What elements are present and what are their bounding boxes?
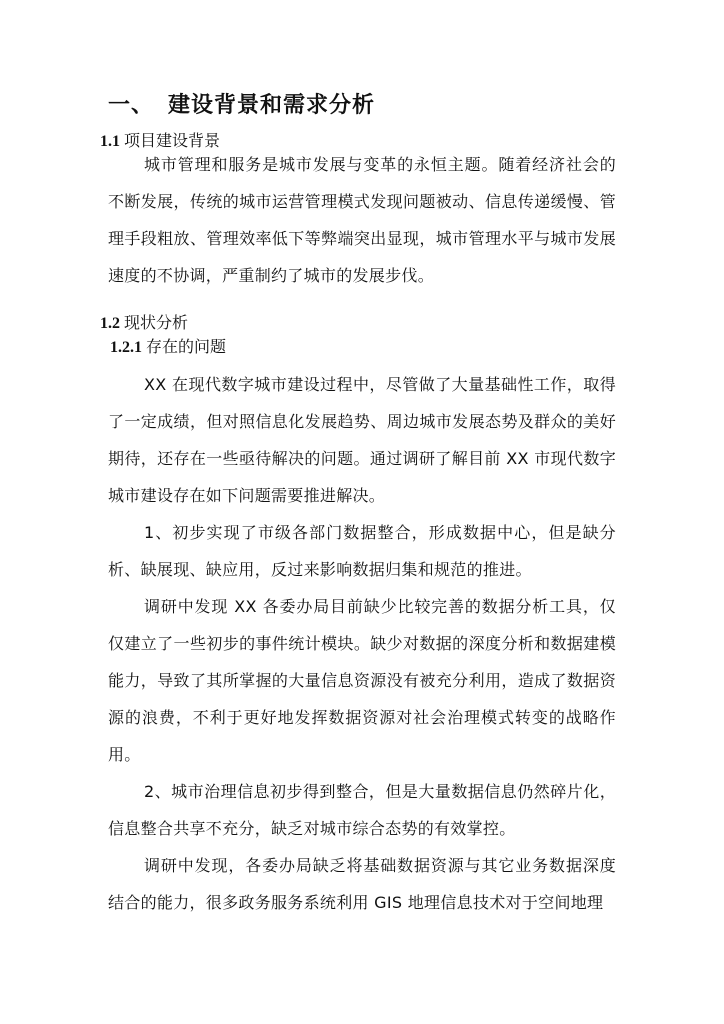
chapter-heading	[108, 88, 375, 119]
paragraph-problems-intro: XX 在现代数字城市建设过程中，尽管做了大量基础性工作，取得了一定成绩，但对照信息化发展趋势、周边城市发展态势及群众的美好期待，还存在一些亟待解决的问题。通过调研了解目前 XX 市现代数字城市建设存在如下问题需要推进解决。	[108, 375, 616, 505]
section-number: 1.2	[100, 315, 120, 332]
chapter-number: 一、	[108, 93, 155, 118]
paragraph-point-1-detail: 调研中发现 XX 各委办局目前缺少比较完善的数据分析工具，仅仅建立了一些初步的事件统计模块。缺少对数据的深度分析和数据建模能力，导致了其所掌握的大量信息资源没有被充分利用，造成了数据资源的浪费，不利于更好地发挥数据资源对社会治理模式转变的战略作用。	[108, 597, 616, 764]
subsection-title: 存在的问题	[146, 337, 227, 356]
paragraph-background: 城市管理和服务是城市发展与变革的永恒主题。随着经济社会的不断发展，传统的城市运营管理模式发现问题被动、信息传递缓慢、管理手段粗放、管理效率低下等弊端突出显现，城市管理水平与城市发展速度的不协调，严重制约了城市的发展步伐。	[108, 155, 616, 285]
section-title: 项目建设背景	[124, 131, 221, 150]
subsection-heading-1-2-1	[110, 334, 226, 357]
section-number: 1.1	[100, 133, 120, 150]
subsection-number: 1.2.1	[110, 339, 142, 356]
section-heading-1-2	[100, 310, 188, 333]
paragraph-point-2: 2、城市治理信息初步得到整合，但是大量数据信息仍然碎片化，信息整合共享不充分，缺乏对城市综合态势的有效掌控。	[108, 782, 616, 838]
paragraph-point-2-detail: 调研中发现，各委办局缺乏将基础数据资源与其它业务数据深度结合的能力，很多政务服务系统利用 GIS 地理信息技术对于空间地理	[108, 856, 616, 912]
chapter-title: 建设背景和需求分析	[168, 93, 376, 118]
paragraph-point-1: 1、初步实现了市级各部门数据整合，形成数据中心，但是缺分析、缺展现、缺应用，反过来影响数据归集和规范的推进。	[108, 523, 616, 579]
section-title: 现状分析	[124, 313, 189, 332]
